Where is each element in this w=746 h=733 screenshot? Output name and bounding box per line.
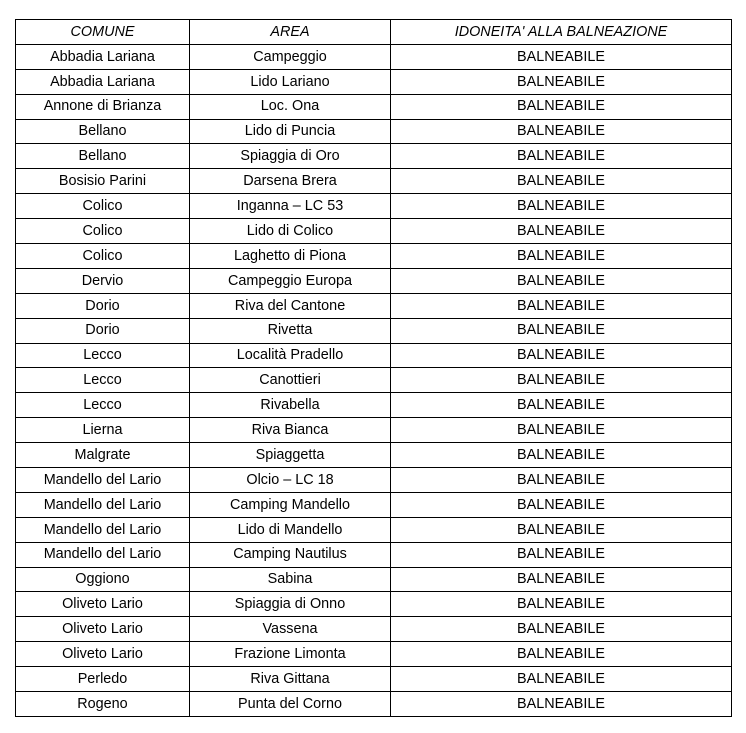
comune-cell: Abbadia Lariana [16, 69, 190, 94]
comune-cell: Abbadia Lariana [16, 44, 190, 69]
idoneita-cell: BALNEABILE [391, 119, 732, 144]
area-cell: Località Pradello [190, 343, 391, 368]
idoneita-cell: BALNEABILE [391, 617, 732, 642]
idoneita-cell: BALNEABILE [391, 343, 732, 368]
area-cell: Lido di Mandello [190, 517, 391, 542]
area-cell: Spiaggetta [190, 443, 391, 468]
comune-cell: Perledo [16, 667, 190, 692]
table-row [16, 393, 732, 418]
table-header-row [16, 20, 732, 45]
comune-cell: Annone di Brianza [16, 94, 190, 119]
comune-cell: Bosisio Parini [16, 169, 190, 194]
table-row [16, 368, 732, 393]
area-cell: Camping Mandello [190, 492, 391, 517]
idoneita-cell: BALNEABILE [391, 642, 732, 667]
table-row [16, 69, 732, 94]
comune-cell: Lecco [16, 343, 190, 368]
table-row [16, 542, 732, 567]
area-cell: Laghetto di Piona [190, 244, 391, 269]
header-area: AREA [190, 20, 391, 45]
table-body [16, 44, 732, 716]
table-row [16, 119, 732, 144]
idoneita-cell: BALNEABILE [391, 318, 732, 343]
area-cell: Lido Lariano [190, 69, 391, 94]
idoneita-cell: BALNEABILE [391, 169, 732, 194]
area-cell: Riva del Cantone [190, 293, 391, 318]
header-comune: COMUNE [16, 20, 190, 45]
comune-cell: Dervio [16, 268, 190, 293]
area-cell: Rivetta [190, 318, 391, 343]
area-cell: Camping Nautilus [190, 542, 391, 567]
idoneita-cell: BALNEABILE [391, 44, 732, 69]
table-row [16, 293, 732, 318]
area-cell: Vassena [190, 617, 391, 642]
table-row [16, 244, 732, 269]
idoneita-cell: BALNEABILE [391, 94, 732, 119]
table-row [16, 418, 732, 443]
area-cell: Campeggio [190, 44, 391, 69]
idoneita-cell: BALNEABILE [391, 194, 732, 219]
comune-cell: Lierna [16, 418, 190, 443]
area-cell: Loc. Ona [190, 94, 391, 119]
table-row [16, 667, 732, 692]
comune-cell: Lecco [16, 393, 190, 418]
idoneita-cell: BALNEABILE [391, 468, 732, 493]
area-cell: Spiaggia di Onno [190, 592, 391, 617]
table-row [16, 617, 732, 642]
table-row [16, 169, 732, 194]
comune-cell: Mandello del Lario [16, 542, 190, 567]
table-row [16, 692, 732, 717]
comune-cell: Colico [16, 219, 190, 244]
table-row [16, 194, 732, 219]
comune-cell: Dorio [16, 318, 190, 343]
idoneita-cell: BALNEABILE [391, 492, 732, 517]
comune-cell: Rogeno [16, 692, 190, 717]
idoneita-cell: BALNEABILE [391, 592, 732, 617]
idoneita-cell: BALNEABILE [391, 69, 732, 94]
table-row [16, 144, 732, 169]
area-cell: Riva Bianca [190, 418, 391, 443]
comune-cell: Oliveto Lario [16, 642, 190, 667]
area-cell: Canottieri [190, 368, 391, 393]
comune-cell: Bellano [16, 119, 190, 144]
idoneita-cell: BALNEABILE [391, 667, 732, 692]
comune-cell: Colico [16, 244, 190, 269]
table-row [16, 642, 732, 667]
area-cell: Punta del Corno [190, 692, 391, 717]
idoneita-cell: BALNEABILE [391, 542, 732, 567]
table-row [16, 492, 732, 517]
table-row [16, 318, 732, 343]
area-cell: Lido di Colico [190, 219, 391, 244]
comune-cell: Lecco [16, 368, 190, 393]
table-row [16, 517, 732, 542]
table-row [16, 94, 732, 119]
idoneita-cell: BALNEABILE [391, 268, 732, 293]
table-row [16, 44, 732, 69]
idoneita-cell: BALNEABILE [391, 368, 732, 393]
area-cell: Lido di Puncia [190, 119, 391, 144]
table-row [16, 443, 732, 468]
bathing-suitability-table [15, 19, 732, 717]
idoneita-cell: BALNEABILE [391, 293, 732, 318]
idoneita-cell: BALNEABILE [391, 219, 732, 244]
area-cell: Spiaggia di Oro [190, 144, 391, 169]
table-row [16, 567, 732, 592]
idoneita-cell: BALNEABILE [391, 692, 732, 717]
area-cell: Campeggio Europa [190, 268, 391, 293]
idoneita-cell: BALNEABILE [391, 418, 732, 443]
comune-cell: Mandello del Lario [16, 492, 190, 517]
comune-cell: Dorio [16, 293, 190, 318]
table-row [16, 592, 732, 617]
table-row [16, 268, 732, 293]
header-idoneita: IDONEITA' ALLA BALNEAZIONE [391, 20, 732, 45]
area-cell: Inganna – LC 53 [190, 194, 391, 219]
table-row [16, 468, 732, 493]
idoneita-cell: BALNEABILE [391, 443, 732, 468]
idoneita-cell: BALNEABILE [391, 393, 732, 418]
comune-cell: Malgrate [16, 443, 190, 468]
area-cell: Olcio – LC 18 [190, 468, 391, 493]
table-row [16, 219, 732, 244]
area-cell: Frazione Limonta [190, 642, 391, 667]
area-cell: Sabina [190, 567, 391, 592]
idoneita-cell: BALNEABILE [391, 244, 732, 269]
table-row [16, 343, 732, 368]
comune-cell: Oliveto Lario [16, 592, 190, 617]
area-cell: Riva Gittana [190, 667, 391, 692]
comune-cell: Colico [16, 194, 190, 219]
comune-cell: Oliveto Lario [16, 617, 190, 642]
area-cell: Darsena Brera [190, 169, 391, 194]
idoneita-cell: BALNEABILE [391, 567, 732, 592]
comune-cell: Mandello del Lario [16, 517, 190, 542]
comune-cell: Mandello del Lario [16, 468, 190, 493]
idoneita-cell: BALNEABILE [391, 144, 732, 169]
comune-cell: Oggiono [16, 567, 190, 592]
comune-cell: Bellano [16, 144, 190, 169]
area-cell: Rivabella [190, 393, 391, 418]
idoneita-cell: BALNEABILE [391, 517, 732, 542]
